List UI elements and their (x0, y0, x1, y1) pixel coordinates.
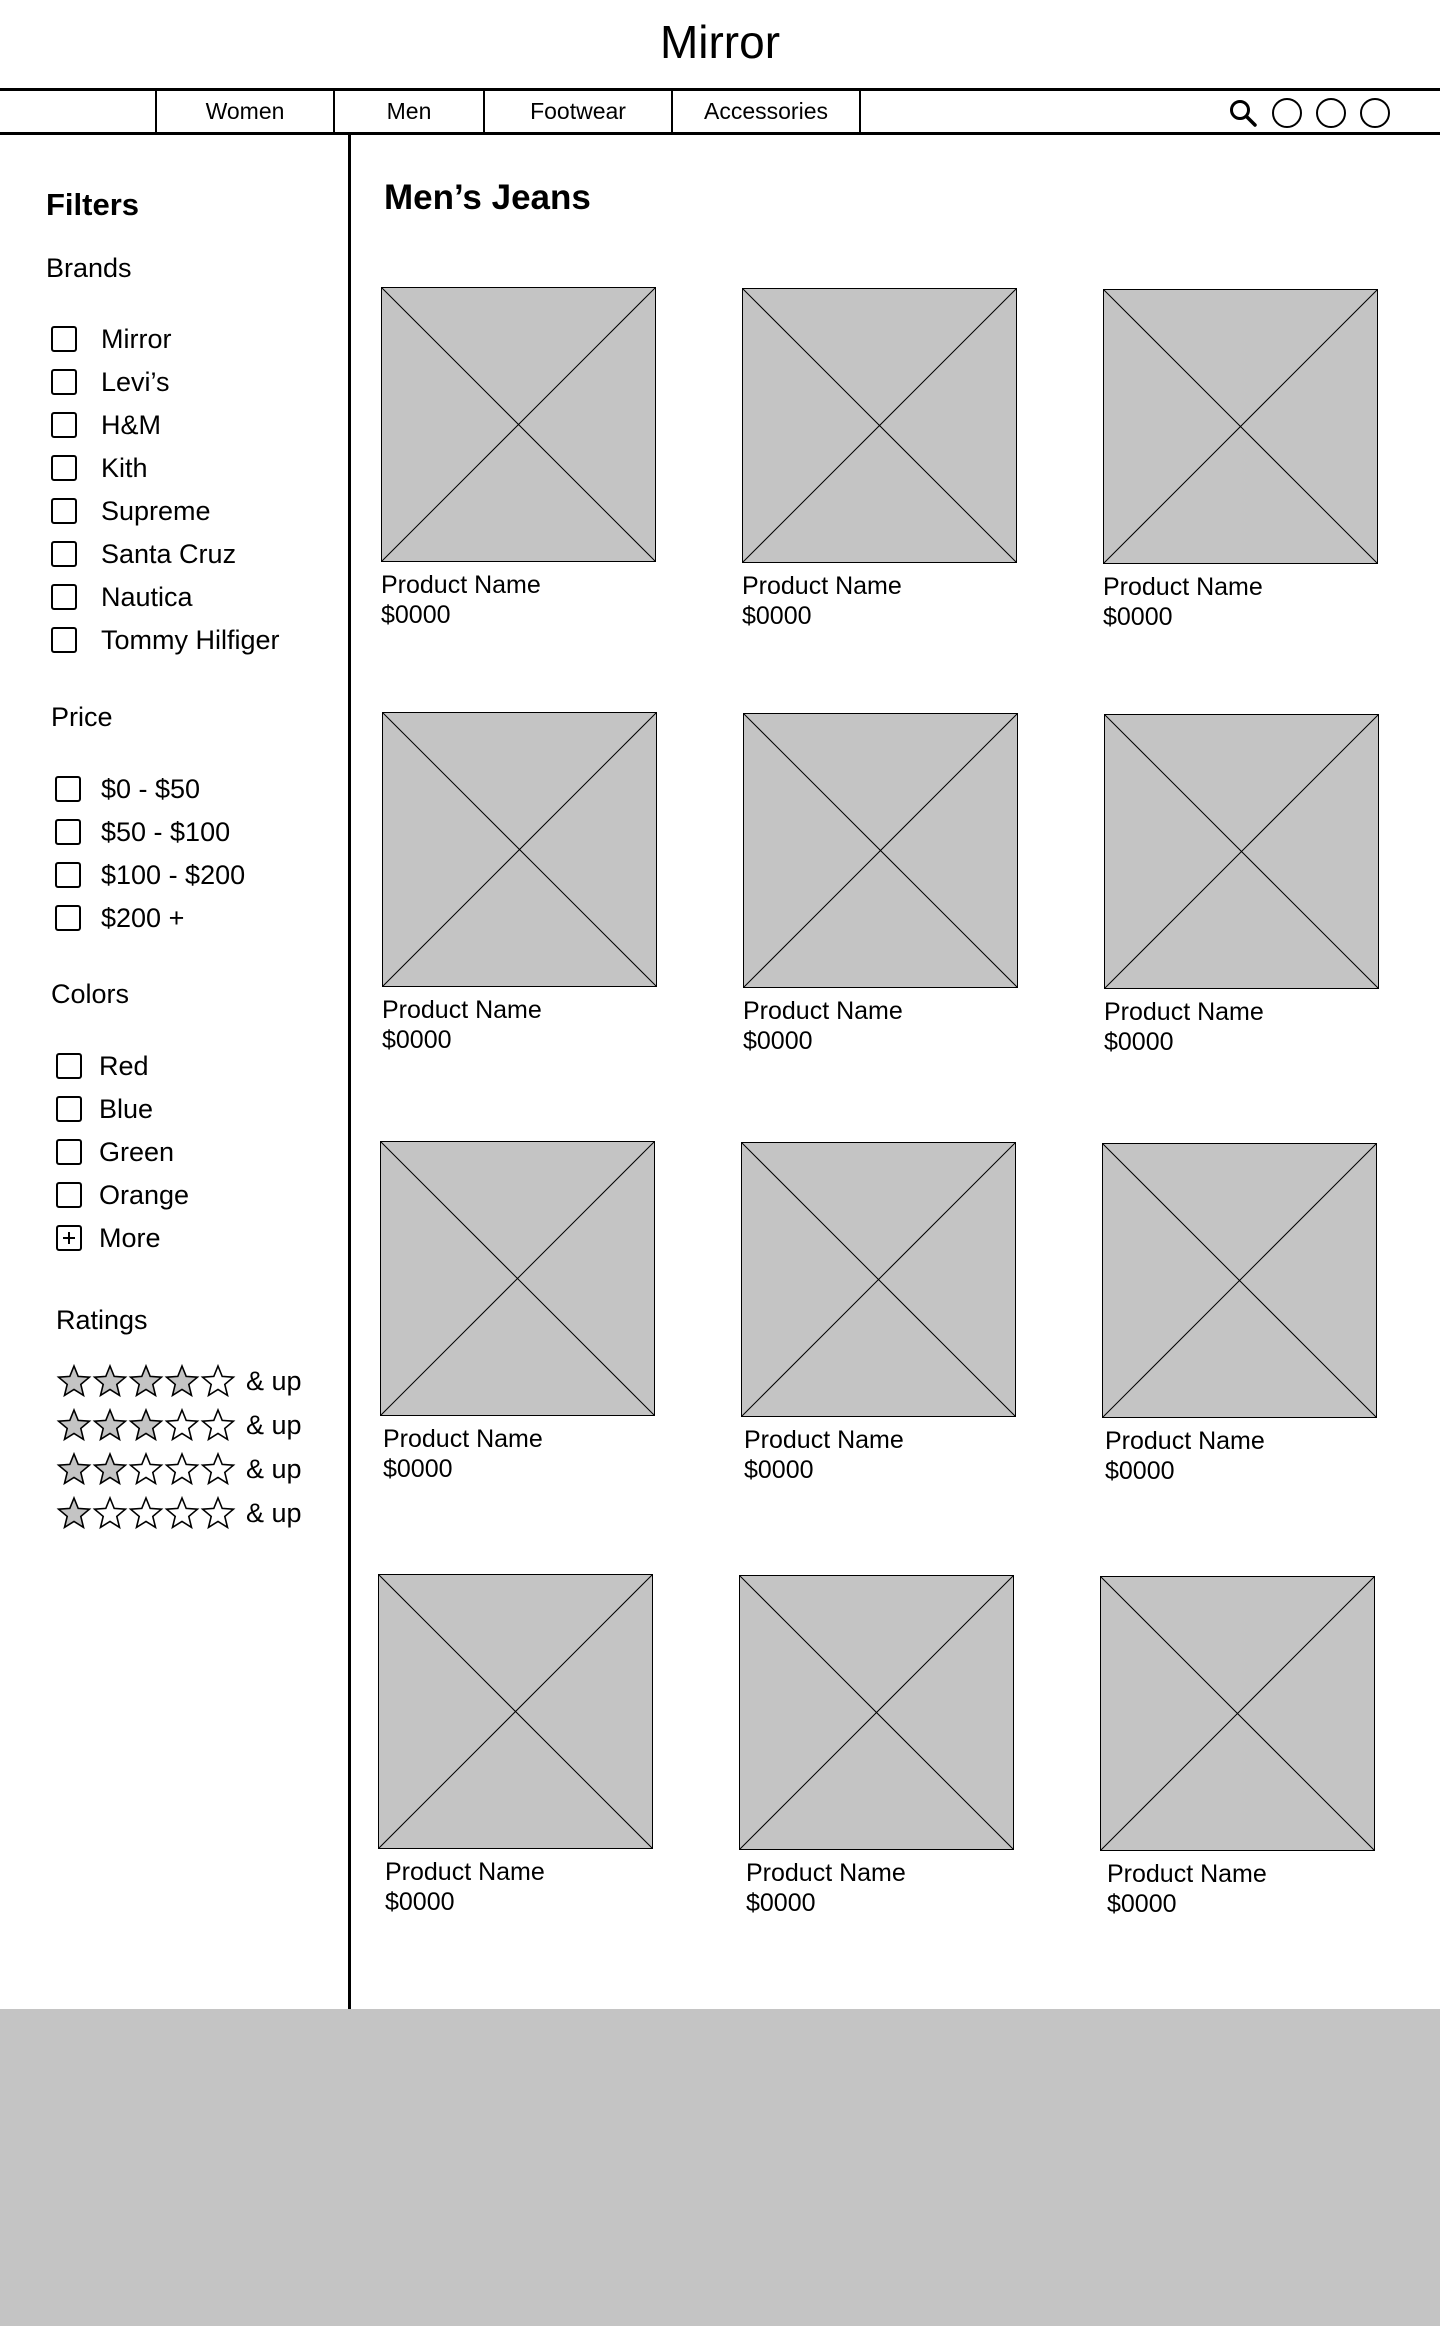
checkbox[interactable] (55, 819, 81, 845)
product-price: $0000 (1104, 1028, 1174, 1056)
product-name[interactable]: Product Name (743, 997, 903, 1025)
brand-filter-kith[interactable] (51, 450, 148, 486)
brand-label: H&M (101, 409, 161, 440)
brand-filter-supreme[interactable] (51, 493, 211, 529)
brand-filter-tommy-hilfiger[interactable] (51, 622, 280, 658)
search-icon[interactable] (1228, 98, 1258, 128)
checkbox[interactable] (51, 627, 77, 653)
product-image-placeholder[interactable] (1104, 714, 1379, 989)
color-filter-blue[interactable] (56, 1091, 153, 1127)
checkbox[interactable] (55, 905, 81, 931)
checkbox[interactable] (55, 776, 81, 802)
brand-filter-santa-cruz[interactable] (51, 536, 236, 572)
star-filled-icon (92, 1451, 128, 1487)
star-empty-icon (164, 1451, 200, 1487)
star-filled-icon (164, 1363, 200, 1399)
product-name[interactable]: Product Name (383, 1425, 543, 1453)
product-price: $0000 (746, 1889, 816, 1917)
nav-item-men[interactable]: Men (333, 91, 483, 132)
account-circle-icon[interactable] (1272, 98, 1302, 128)
product-name[interactable]: Product Name (385, 1858, 545, 1886)
checkbox[interactable] (56, 1053, 82, 1079)
star-empty-icon (164, 1407, 200, 1443)
product-card[interactable] (1103, 289, 1378, 632)
price-label: $100 - $200 (101, 859, 246, 890)
checkbox[interactable] (51, 455, 77, 481)
site-title[interactable]: Mirror (659, 16, 781, 68)
price-label: $50 - $100 (101, 816, 231, 847)
product-card[interactable] (380, 1141, 655, 1484)
product-price: $0000 (381, 601, 451, 629)
page-footer (0, 2009, 1440, 2326)
product-image-placeholder[interactable] (1102, 1143, 1377, 1418)
product-image-placeholder[interactable] (381, 287, 656, 562)
rating-suffix: & up (246, 1365, 302, 1396)
star-empty-icon (92, 1495, 128, 1531)
product-name[interactable]: Product Name (381, 571, 541, 599)
brand-label: Tommy Hilfiger (101, 624, 280, 655)
brand-filter-levis[interactable] (51, 364, 170, 400)
brand-label: Supreme (101, 495, 211, 526)
ratings-section-title: Ratings (56, 1305, 148, 1335)
product-card[interactable] (741, 1142, 1016, 1485)
star-empty-icon (164, 1495, 200, 1531)
brand-label: Nautica (101, 581, 193, 612)
color-filter-green[interactable] (56, 1134, 174, 1170)
checkbox[interactable] (51, 369, 77, 395)
brand-filter-hm[interactable] (51, 407, 161, 443)
star-empty-icon (128, 1451, 164, 1487)
color-label: Green (99, 1136, 175, 1167)
rating-filter-3-up[interactable] (56, 1405, 302, 1445)
product-card[interactable] (743, 713, 1018, 1056)
checkbox[interactable] (51, 541, 77, 567)
product-price: $0000 (383, 1455, 453, 1483)
star-empty-icon (200, 1407, 236, 1443)
product-card[interactable] (381, 287, 656, 630)
star-filled-icon (92, 1363, 128, 1399)
product-card[interactable] (1104, 714, 1379, 1057)
product-price: $0000 (744, 1456, 814, 1484)
checkbox[interactable] (56, 1096, 82, 1122)
brand-label: Mirror (101, 323, 172, 354)
product-card[interactable] (742, 288, 1017, 631)
checkbox[interactable] (56, 1139, 82, 1165)
product-card[interactable] (1100, 1576, 1375, 1919)
checkbox[interactable] (55, 862, 81, 888)
star-filled-icon (56, 1363, 92, 1399)
price-section-title: Price (51, 702, 113, 732)
product-card[interactable] (739, 1575, 1014, 1918)
brand-filter-nautica[interactable] (51, 579, 193, 615)
checkbox[interactable] (51, 412, 77, 438)
filters-title: Filters (46, 187, 140, 222)
plus-icon[interactable] (56, 1225, 82, 1251)
product-price: $0000 (742, 602, 812, 630)
star-empty-icon (200, 1495, 236, 1531)
price-filter-50-100[interactable] (55, 814, 230, 850)
rating-suffix: & up (246, 1409, 302, 1440)
star-empty-icon (200, 1451, 236, 1487)
product-image-placeholder[interactable] (741, 1142, 1016, 1417)
colors-section-title: Colors (51, 979, 130, 1009)
star-filled-icon (56, 1451, 92, 1487)
nav-item-accessories[interactable]: Accessories (671, 91, 861, 132)
product-name[interactable]: Product Name (744, 1426, 904, 1454)
color-filter-orange[interactable] (56, 1177, 189, 1213)
price-filter-200-plus[interactable] (55, 900, 184, 936)
main-navbar (0, 88, 1440, 135)
brands-section-title: Brands (46, 253, 132, 283)
brand-label: Levi’s (101, 366, 170, 397)
nav-item-footwear[interactable]: Footwear (483, 91, 671, 132)
rating-filter-4-up[interactable] (56, 1361, 302, 1401)
page-title: Men’s Jeans (384, 178, 591, 217)
product-image-placeholder[interactable] (739, 1575, 1014, 1850)
sidebar-divider (348, 135, 351, 2009)
checkbox[interactable] (56, 1182, 82, 1208)
more-colors-label: More (99, 1222, 161, 1253)
filters-sidebar (0, 135, 348, 2009)
product-price: $0000 (1107, 1890, 1177, 1918)
rating-filter-1-up[interactable] (56, 1493, 302, 1533)
product-image-placeholder[interactable] (1100, 1576, 1375, 1851)
cart-circle-icon[interactable] (1360, 98, 1390, 128)
star-filled-icon (128, 1407, 164, 1443)
star-rating (56, 1451, 236, 1487)
star-filled-icon (128, 1363, 164, 1399)
wishlist-circle-icon[interactable] (1316, 98, 1346, 128)
color-label: Red (99, 1050, 149, 1081)
brand-label: Kith (101, 452, 148, 483)
price-filter-0-50[interactable] (55, 771, 200, 807)
product-name[interactable]: Product Name (746, 1859, 906, 1887)
star-filled-icon (56, 1495, 92, 1531)
price-filter-100-200[interactable] (55, 857, 245, 893)
checkbox[interactable] (51, 584, 77, 610)
product-name[interactable]: Product Name (1104, 998, 1264, 1026)
product-image-placeholder[interactable] (743, 713, 1018, 988)
price-label: $200 + (101, 902, 185, 933)
rating-suffix: & up (246, 1497, 302, 1528)
checkbox[interactable] (51, 326, 77, 352)
product-image-placeholder[interactable] (380, 1141, 655, 1416)
rating-filter-2-up[interactable] (56, 1449, 302, 1489)
color-label: Orange (99, 1179, 190, 1210)
star-empty-icon (128, 1495, 164, 1531)
product-name[interactable]: Product Name (742, 572, 902, 600)
product-card[interactable] (382, 712, 657, 1055)
checkbox[interactable] (51, 498, 77, 524)
product-name[interactable]: Product Name (382, 996, 542, 1024)
price-label: $0 - $50 (101, 773, 201, 804)
product-price: $0000 (1105, 1457, 1175, 1485)
product-name[interactable]: Product Name (1103, 573, 1263, 601)
star-rating (56, 1407, 236, 1443)
product-image-placeholder[interactable] (382, 712, 657, 987)
product-price: $0000 (743, 1027, 813, 1055)
product-price: $0000 (1103, 603, 1173, 631)
color-filter-red[interactable] (56, 1048, 149, 1084)
color-filter-more[interactable] (56, 1220, 161, 1256)
star-filled-icon (92, 1407, 128, 1443)
star-filled-icon (56, 1407, 92, 1443)
product-image-placeholder[interactable] (378, 1574, 653, 1849)
nav-item-women[interactable]: Women (155, 91, 333, 132)
nav-icon-group (1228, 99, 1390, 127)
color-label: Blue (99, 1093, 154, 1124)
product-image-placeholder[interactable] (742, 288, 1017, 563)
product-card[interactable] (1102, 1143, 1377, 1486)
product-name[interactable]: Product Name (1107, 1860, 1267, 1888)
star-rating (56, 1495, 236, 1531)
rating-suffix: & up (246, 1453, 302, 1484)
product-name[interactable]: Product Name (1105, 1427, 1265, 1455)
brand-label: Santa Cruz (101, 538, 237, 569)
star-rating (56, 1363, 236, 1399)
product-price: $0000 (382, 1026, 452, 1054)
product-card[interactable] (378, 1574, 653, 1917)
star-empty-icon (200, 1363, 236, 1399)
product-image-placeholder[interactable] (1103, 289, 1378, 564)
product-price: $0000 (385, 1888, 455, 1916)
brand-filter-mirror[interactable] (51, 321, 171, 357)
